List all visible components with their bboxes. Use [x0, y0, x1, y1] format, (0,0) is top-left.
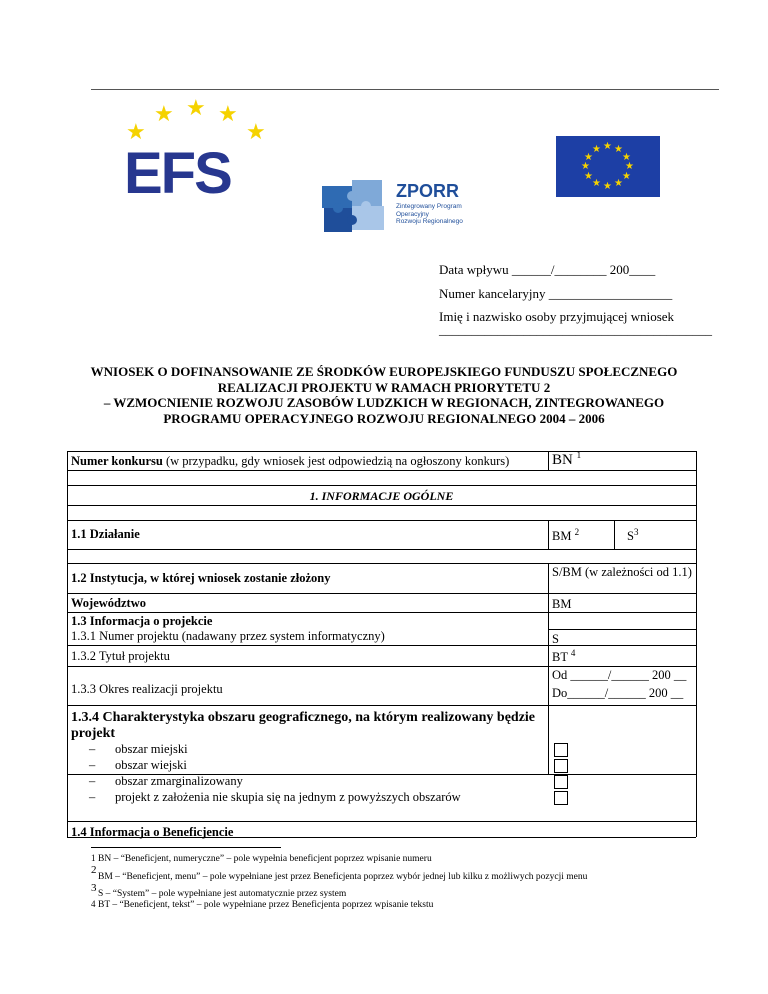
table-line — [67, 470, 696, 471]
contest-number-field[interactable] — [552, 450, 582, 468]
table-line — [67, 451, 696, 452]
star-icon: ★ — [622, 171, 631, 182]
table-line — [67, 485, 696, 486]
puzzle-icon — [322, 180, 386, 234]
period-from-field[interactable]: Od ______/______ 200 __ — [552, 668, 687, 682]
star-icon: ★ — [186, 96, 206, 121]
footnote-ref: 1 — [576, 450, 582, 460]
zporr-subtitle-line: Rozwoju Regionalnego — [396, 218, 463, 225]
star-icon: ★ — [592, 144, 601, 155]
intake-receiver-label: Imię i nazwisko osoby przyjmującej wniosek — [439, 309, 675, 324]
contest-number-label-bold: Numer konkursu — [71, 454, 163, 468]
star-icon: ★ — [622, 152, 631, 163]
zporr-logo-subtitle — [396, 203, 486, 226]
period-label: 1.3.3 Okres realizacji projektu — [71, 682, 223, 696]
contest-number-label — [71, 454, 546, 469]
area-option-dash: – — [89, 774, 96, 788]
field-code: BM — [552, 529, 572, 543]
zporr-subtitle-line: Zintegrowany Program — [396, 203, 462, 210]
field-code: S — [627, 529, 634, 543]
title-line: WNIOSEK O DOFINANSOWANIE ZE ŚRODKÓW EUROPEJSKIEGO FUNDUSZU SPOŁECZNEGO — [90, 364, 678, 379]
area-option-dash: – — [89, 790, 96, 804]
period-to-field[interactable]: Do______/______ 200 __ — [552, 686, 684, 700]
footnote-ref: 4 — [570, 647, 576, 658]
table-line — [548, 629, 696, 630]
footnote-text: BN – “Beneficjent, numeryczne” – pole wypełnia beneficjent poprzez wpisanie numeru — [98, 854, 432, 864]
table-line — [548, 705, 549, 774]
header-rule — [91, 89, 719, 90]
action-system-field — [627, 526, 639, 544]
star-icon: ★ — [218, 102, 238, 127]
beneficiary-label: 1.4 Informacja o Beneficjencie — [71, 825, 234, 839]
area-option-label: projekt z założenia nie skupia się na jednym z powyższych obszarów — [115, 790, 461, 804]
table-line — [67, 563, 696, 564]
area-none-checkbox[interactable] — [554, 791, 568, 805]
table-line — [548, 451, 549, 470]
title-line: REALIZACJI PROJEKTU W RAMACH PRIORYTETU 2 — [217, 379, 551, 395]
voivodeship-label: Województwo — [71, 596, 146, 610]
project-number-field: S — [552, 632, 559, 646]
field-code: BN — [552, 452, 573, 468]
footnote-number: 4 — [91, 899, 96, 909]
institution-field[interactable]: S/BM (w zależności od 1.1) — [552, 565, 692, 579]
footnote-text: S – “System” – pole wypełniane jest automatycznie przez system — [98, 889, 347, 899]
star-icon: ★ — [126, 120, 146, 145]
table-line — [696, 451, 697, 837]
table-line — [67, 593, 696, 594]
footnote-rule — [91, 847, 281, 848]
area-option-label: obszar miejski — [115, 742, 188, 756]
star-icon: ★ — [581, 161, 590, 172]
title-line: PROGRAMU OPERACYJNEGO ROZWOJU REGIONALNEGO 2004 – 2006 — [163, 410, 605, 426]
section-1-title: 1. INFORMACJE OGÓLNE — [309, 489, 454, 503]
contest-number-label-rest: (w przypadku, gdy wniosek jest odpowiedzią na ogłoszony konkurs) — [162, 454, 510, 468]
area-urban-checkbox[interactable] — [554, 743, 568, 757]
zporr-subtitle-line: Operacyjny — [396, 210, 429, 218]
intake-receiver-line: __________________________________________ — [439, 322, 712, 337]
star-icon: ★ — [603, 181, 612, 192]
project-number-label: 1.3.1 Numer projektu (nadawany przez system informatyczny) — [71, 629, 385, 643]
project-title-label: 1.3.2 Tytuł projektu — [71, 649, 170, 663]
star-icon: ★ — [584, 171, 593, 182]
star-icon: ★ — [246, 120, 266, 145]
title-line: – WZMOCNIENIE ROZWOJU ZASOBÓW LUDZKICH W REGIONACH, ZINTEGROWANEGO — [103, 395, 665, 410]
table-line — [67, 645, 696, 646]
footnote-ref: 2 — [574, 526, 580, 537]
footnote-ref: 3 — [633, 526, 639, 537]
document-title — [80, 364, 688, 426]
table-line — [67, 549, 696, 550]
table-line — [67, 705, 696, 706]
field-code: BT — [552, 650, 568, 664]
area-option-dash: – — [89, 758, 96, 772]
action-field[interactable] — [552, 526, 580, 544]
intake-office-number-field: Numer kancelaryjny ___________________ — [439, 286, 673, 301]
star-icon: ★ — [154, 102, 174, 127]
area-option-dash: – — [89, 742, 96, 756]
table-line — [67, 666, 696, 667]
eu-flag — [556, 136, 660, 197]
star-icon: ★ — [614, 178, 623, 189]
table-line — [67, 505, 696, 506]
project-info-label: 1.3 Informacja o projekcie — [71, 614, 213, 628]
table-line — [67, 821, 696, 822]
area-option-label: obszar wiejski — [115, 758, 187, 772]
star-icon: ★ — [584, 152, 593, 163]
project-title-field[interactable] — [552, 647, 576, 665]
intake-date-field: Data wpływu ______/________ 200____ — [439, 262, 656, 277]
efs-logo-text: EFS — [124, 141, 231, 206]
star-icon: ★ — [625, 161, 634, 172]
table-line — [67, 451, 68, 837]
footnote-text: BM – “Beneficjent, menu” – pole wypełniane jest przez Beneficjenta poprzez wybór jednej lub kilku z możliwych pozycji menu — [98, 872, 588, 882]
star-icon: ★ — [614, 144, 623, 155]
table-line — [67, 612, 696, 613]
action-label: 1.1 Działanie — [71, 527, 140, 541]
area-option-label: obszar zmarginalizowany — [115, 774, 243, 788]
area-heading: 1.3.4 Charakterystyka obszaru geograficznego, na którym realizowany będzie projekt — [71, 710, 536, 741]
voivodeship-field[interactable]: BM — [552, 597, 572, 611]
area-marginalized-checkbox[interactable] — [554, 775, 568, 789]
table-line — [67, 520, 696, 521]
zporr-logo-title: ZPORR — [396, 181, 459, 201]
table-line — [548, 563, 549, 705]
star-icon: ★ — [603, 141, 612, 152]
star-icon: ★ — [592, 178, 601, 189]
institution-label: 1.2 Instytucja, w której wniosek zostanie złożony — [71, 571, 331, 585]
footnote-number: 2 — [91, 864, 97, 876]
area-rural-checkbox[interactable] — [554, 759, 568, 773]
footnote-number: 3 — [91, 882, 97, 894]
table-line — [548, 520, 549, 549]
footnote-number: 1 — [91, 853, 96, 863]
table-line — [614, 520, 615, 549]
footnote-text: BT – “Beneficjent, tekst” – pole wypełniane przez Beneficjenta poprzez wpisanie tekstu — [98, 900, 434, 910]
